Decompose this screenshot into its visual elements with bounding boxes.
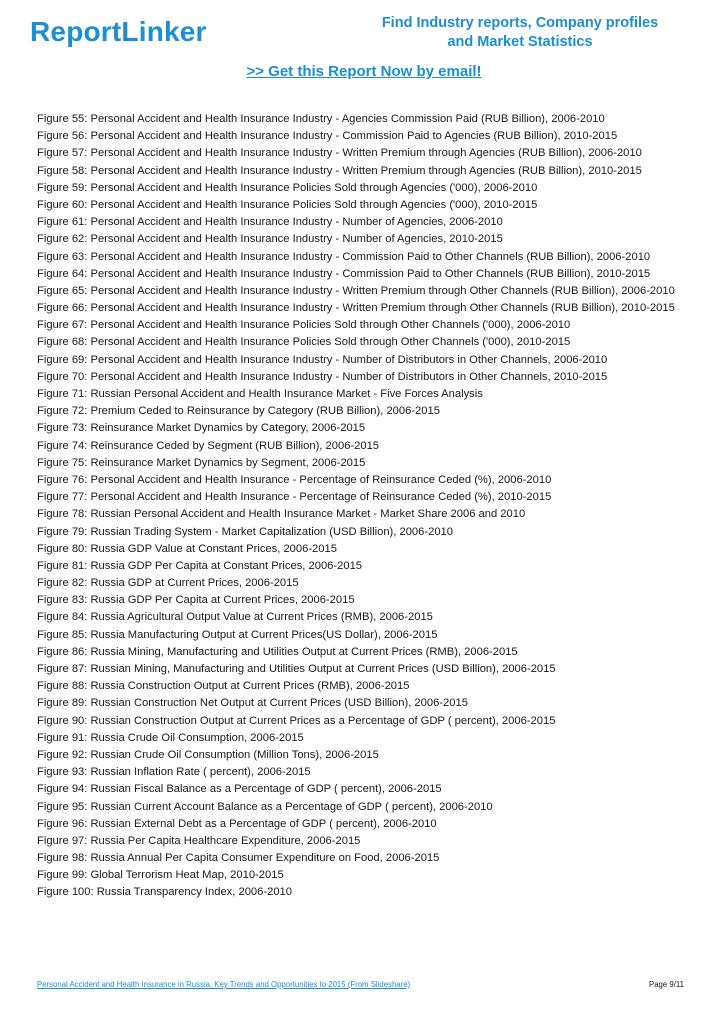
figure-list-item: Figure 77: Personal Accident and Health Insurance - Percentage of Reinsurance Ceded (%), 2010-2015 xyxy=(37,491,552,504)
figure-list-item: Figure 79: Russian Trading System - Market Capitalization (USD Billion), 2006-2010 xyxy=(37,525,453,538)
figure-list-item: Figure 70: Personal Accident and Health Insurance Industry - Number of Distributors in Other Channels, 2010-2015 xyxy=(37,370,608,383)
figure-list-item: Figure 100: Russia Transparency Index, 2006-2010 xyxy=(37,886,292,899)
figure-list-item: Figure 71: Russian Personal Accident and Health Insurance Market - Five Forces Analysis xyxy=(37,388,483,400)
figure-list-item: Figure 95: Russian Current Account Balance as a Percentage of GDP ( percent), 2006-2010 xyxy=(37,800,493,813)
figure-list-item: Figure 93: Russian Inflation Rate ( percent), 2006-2015 xyxy=(37,766,311,779)
figure-list-item: Figure 61: Personal Accident and Health Insurance Industry - Number of Agencies, 2006-2010 xyxy=(37,216,503,229)
figure-list-item: Figure 55: Personal Accident and Health Insurance Industry - Agencies Commission Paid (RUB Billion), 2006-2010 xyxy=(37,113,605,125)
get-report-email-link[interactable]: >> Get this Report Now by email! xyxy=(246,63,482,80)
figure-list-item: Figure 91: Russia Crude Oil Consumption, 2006-2015 xyxy=(37,731,304,744)
figure-list-item: Figure 60: Personal Accident and Health Insurance Policies Sold through Agencies ('000), 2010-2015 xyxy=(37,198,538,211)
figure-list-item: Figure 66: Personal Accident and Health Insurance Industry - Written Premium through Other Channels (RUB Billion), 2010-2015 xyxy=(37,302,675,315)
figure-list-item: Figure 84: Russia Agricultural Output Value at Current Prices (RMB), 2006-2015 xyxy=(37,611,433,624)
figure-list-item: Figure 65: Personal Accident and Health Insurance Industry - Written Premium through Other Channels (RUB Billion), 2006-2010 xyxy=(37,284,675,297)
figure-list-item: Figure 69: Personal Accident and Health Insurance Industry - Number of Distributors in Other Channels, 2006-2010 xyxy=(37,353,608,366)
figure-list-item: Figure 63: Personal Accident and Health Insurance Industry - Commission Paid to Other Channels (RUB Billion), 2006-2010 xyxy=(37,250,651,263)
figure-list-item: Figure 78: Russian Personal Accident and Health Insurance Market - Market Share 2006 and 2010 xyxy=(37,508,526,521)
figure-list-item: Figure 74: Reinsurance Ceded by Segment (RUB Billion), 2006-2015 xyxy=(37,439,380,452)
figure-list-item: Figure 57: Personal Accident and Health Insurance Industry - Written Premium through Agencies (RUB Billion), 2006-2010 xyxy=(37,147,642,160)
footer-report-link[interactable]: Personal Accident and Health Insurance in Russia, Key Trends and Opportunities to 2015 (From Slideshare) xyxy=(37,980,411,989)
figure-list-item: Figure 89: Russian Construction Net Output at Current Prices (USD Billion), 2006-2015 xyxy=(37,697,468,710)
tagline-line-2: and Market Statistics xyxy=(447,34,593,50)
figure-list-item: Figure 83: Russia GDP Per Capita at Current Prices, 2006-2015 xyxy=(37,594,355,607)
figure-list-item: Figure 97: Russia Per Capita Healthcare Expenditure, 2006-2015 xyxy=(37,834,361,847)
figure-list-item: Figure 58: Personal Accident and Health Insurance Industry - Written Premium through Agencies (RUB Billion), 2010-2015 xyxy=(37,164,642,177)
figure-list-item: Figure 99: Global Terrorism Heat Map, 2010-2015 xyxy=(37,869,284,882)
figure-list-item: Figure 96: Russian External Debt as a Percentage of GDP ( percent), 2006-2010 xyxy=(37,817,437,830)
figure-list-item: Figure 62: Personal Accident and Health Insurance Industry - Number of Agencies, 2010-2015 xyxy=(37,233,503,246)
figure-list-item: Figure 82: Russia GDP at Current Prices, 2006-2015 xyxy=(37,577,299,590)
figure-list-item: Figure 98: Russia Annual Per Capita Consumer Expenditure on Food, 2006-2015 xyxy=(37,852,440,865)
reportlinker-logo[interactable]: ReportLinker xyxy=(30,16,207,47)
figure-list-item: Figure 72: Premium Ceded to Reinsurance by Category (RUB Billion), 2006-2015 xyxy=(37,405,440,418)
figure-list-item: Figure 73: Reinsurance Market Dynamics by Category, 2006-2015 xyxy=(37,422,366,435)
figure-list-item: Figure 94: Russian Fiscal Balance as a Percentage of GDP ( percent), 2006-2015 xyxy=(37,783,442,796)
figure-list-item: Figure 90: Russian Construction Output at Current Prices as a Percentage of GDP ( percent), 2006-2015 xyxy=(37,714,556,727)
figure-list-item: Figure 67: Personal Accident and Health Insurance Policies Sold through Other Channels ('000), 2006-2010 xyxy=(37,319,571,332)
figure-list-item: Figure 80: Russia GDP Value at Constant Prices, 2006-2015 xyxy=(37,542,337,555)
figure-list-item: Figure 87: Russian Mining, Manufacturing and Utilities Output at Current Prices (USD Billion), 2006-2015 xyxy=(37,663,556,675)
header-tagline xyxy=(370,14,670,52)
figure-list xyxy=(37,111,707,902)
figure-list-item: Figure 86: Russia Mining, Manufacturing and Utilities Output at Current Prices (RMB), 2006-2015 xyxy=(37,645,518,658)
figure-list-item: Figure 56: Personal Accident and Health Insurance Industry - Commission Paid to Agencies (RUB Billion), 2010-2015 xyxy=(37,130,618,143)
figure-list-item: Figure 88: Russia Construction Output at Current Prices (RMB), 2006-2015 xyxy=(37,680,410,693)
figure-list-item: Figure 64: Personal Accident and Health Insurance Industry - Commission Paid to Other Channels (RUB Billion), 2010-2015 xyxy=(37,267,651,280)
figure-list-item: Figure 76: Personal Accident and Health Insurance - Percentage of Reinsurance Ceded (%), 2006-2010 xyxy=(37,473,552,486)
figure-list-item: Figure 85: Russia Manufacturing Output at Current Prices(US Dollar), 2006-2015 xyxy=(37,628,438,641)
figure-list-item: Figure 68: Personal Accident and Health Insurance Policies Sold through Other Channels ('000), 2010-2015 xyxy=(37,336,571,349)
figure-list-item: Figure 75: Reinsurance Market Dynamics by Segment, 2006-2015 xyxy=(37,456,366,469)
figure-list-item: Figure 81: Russia GDP Per Capita at Constant Prices, 2006-2015 xyxy=(37,559,363,572)
page-number: Page 9/11 xyxy=(649,980,684,989)
tagline-line-1: Find Industry reports, Company profiles xyxy=(381,15,659,31)
figure-list-item: Figure 92: Russian Crude Oil Consumption (Million Tons), 2006-2015 xyxy=(37,748,379,761)
figure-list-item: Figure 59: Personal Accident and Health Insurance Policies Sold through Agencies ('000), 2006-2010 xyxy=(37,181,538,194)
